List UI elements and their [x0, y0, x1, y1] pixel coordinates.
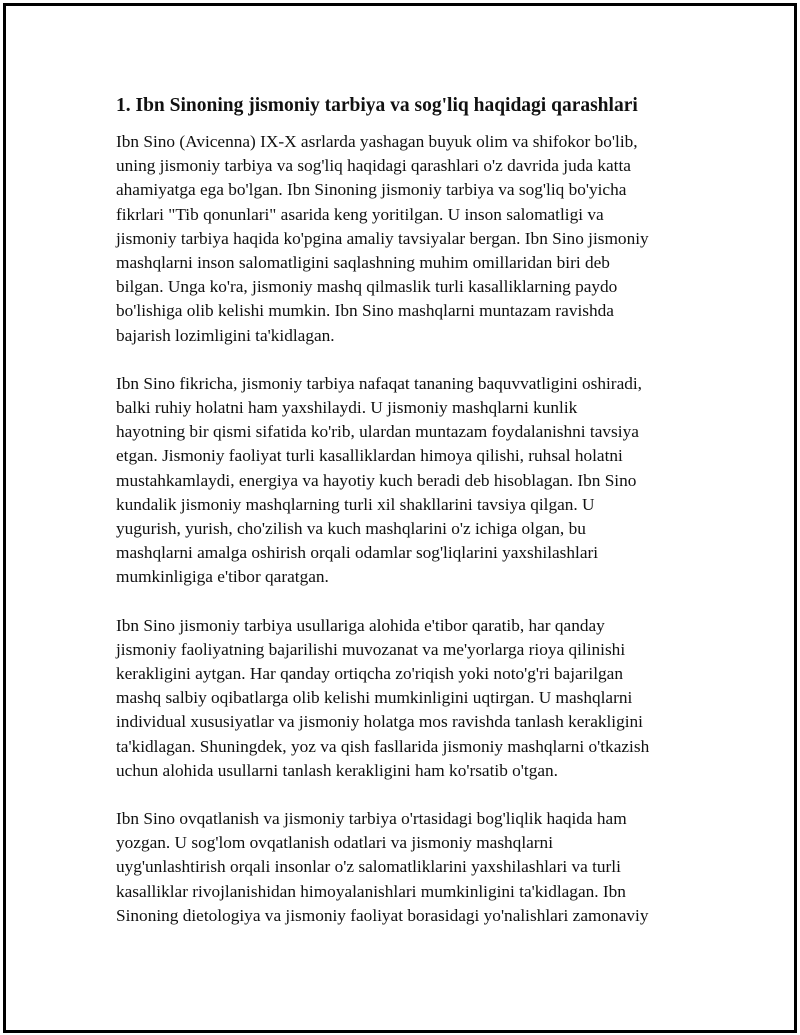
- paragraph-2: Ibn Sino fikricha, jismoniy tarbiya nafaqat tananing baquvvatligini oshiradi, balki ruhiy holatni ham yaxshilaydi. U jismoniy mashqlarni kunlik hayotning bir qismi sifatida ko'rib, ulardan muntazam foydalanishni tavsiya etgan. Jismoniy faoliyat turli kasalliklardan himoya qilishi, ruhsal holatni mustahkamlaydi, energiya va hayotiy kuch beradi deb hisoblagan. Ibn Sino kundalik jismoniy mashqlarning turli xil shakllarini tavsiya qilgan. U yugurish, yurish, cho'zilish va kuch mashqlarini o'z ichiga olgan, bu mashqlarni amalga oshirish orqali odamlar sog'liqlarini yaxshilashlari mumkinligiga e'tibor qaratgan.: [116, 373, 642, 587]
- document-title: 1. Ibn Sinoning jismoniy tarbiya va sog'liq haqidagi qarashlari: [116, 95, 638, 116]
- document-body: [116, 92, 696, 952]
- paragraph-4: Ibn Sino ovqatlanish va jismoniy tarbiya o'rtasidagi bog'liqlik haqida ham yozgan. U sog'lom ovqatlanish odatlari va jismoniy mashqlarni uyg'unlashtirish orqali insonlar o'z salomatliklarini yaxshilashlari va turli kasalliklar rivojlanishidan himoyalanishlari mumkinligini ta'kidlagan. Ibn Sinoning dietologiya va jismoniy faoliyat borasidagi yo'nalishlari zamonaviy: [116, 809, 649, 925]
- paragraph-3: Ibn Sino jismoniy tarbiya usullariga alohida e'tibor qaratib, har qanday jismoniy faoliyatning bajarilishi muvozanat va me'yorlarga rioya qilinishi kerakligini aytgan. Har qanday ortiqcha zo'riqish yoki noto'g'ri bajarilgan mashq salbiy oqibatlarga olib kelishi mumkinligini uqtirgan. U mashqlarni individual xususiyatlar va jismoniy holatga mos ravishda tanlash kerakligini ta'kidlagan. Shuningdek, yoz va qish fasllarida jismoniy mashqlarni o'tkazish uchun alohida usullarni tanlash kerakligini ham ko'rsatib o'tgan.: [116, 615, 650, 780]
- paragraph-1: Ibn Sino (Avicenna) IX-X asrlarda yashagan buyuk olim va shifokor bo'lib, uning jismoniy tarbiya va sog'liq haqidagi qarashlari o'z davrida juda katta ahamiyatga ega bo'lgan. Ibn Sinoning jismoniy tarbiya va sog'liq bo'yicha fikrlari "Tib qonunlari" asarida keng yoritilgan. U inson salomatligi va jismoniy tarbiya haqida ko'pgina amaliy tavsiyalar bergan. Ibn Sino jismoniy mashqlarni inson salomatligini saqlashning muhim omillaridan biri deb bilgan. Unga ko'ra, jismoniy mashq qilmaslik turli kasalliklarning paydo bo'lishiga olib kelishi mumkin. Ibn Sino mashqlarni muntazam ravishda bajarish lozimligini ta'kidlagan.: [116, 132, 649, 345]
